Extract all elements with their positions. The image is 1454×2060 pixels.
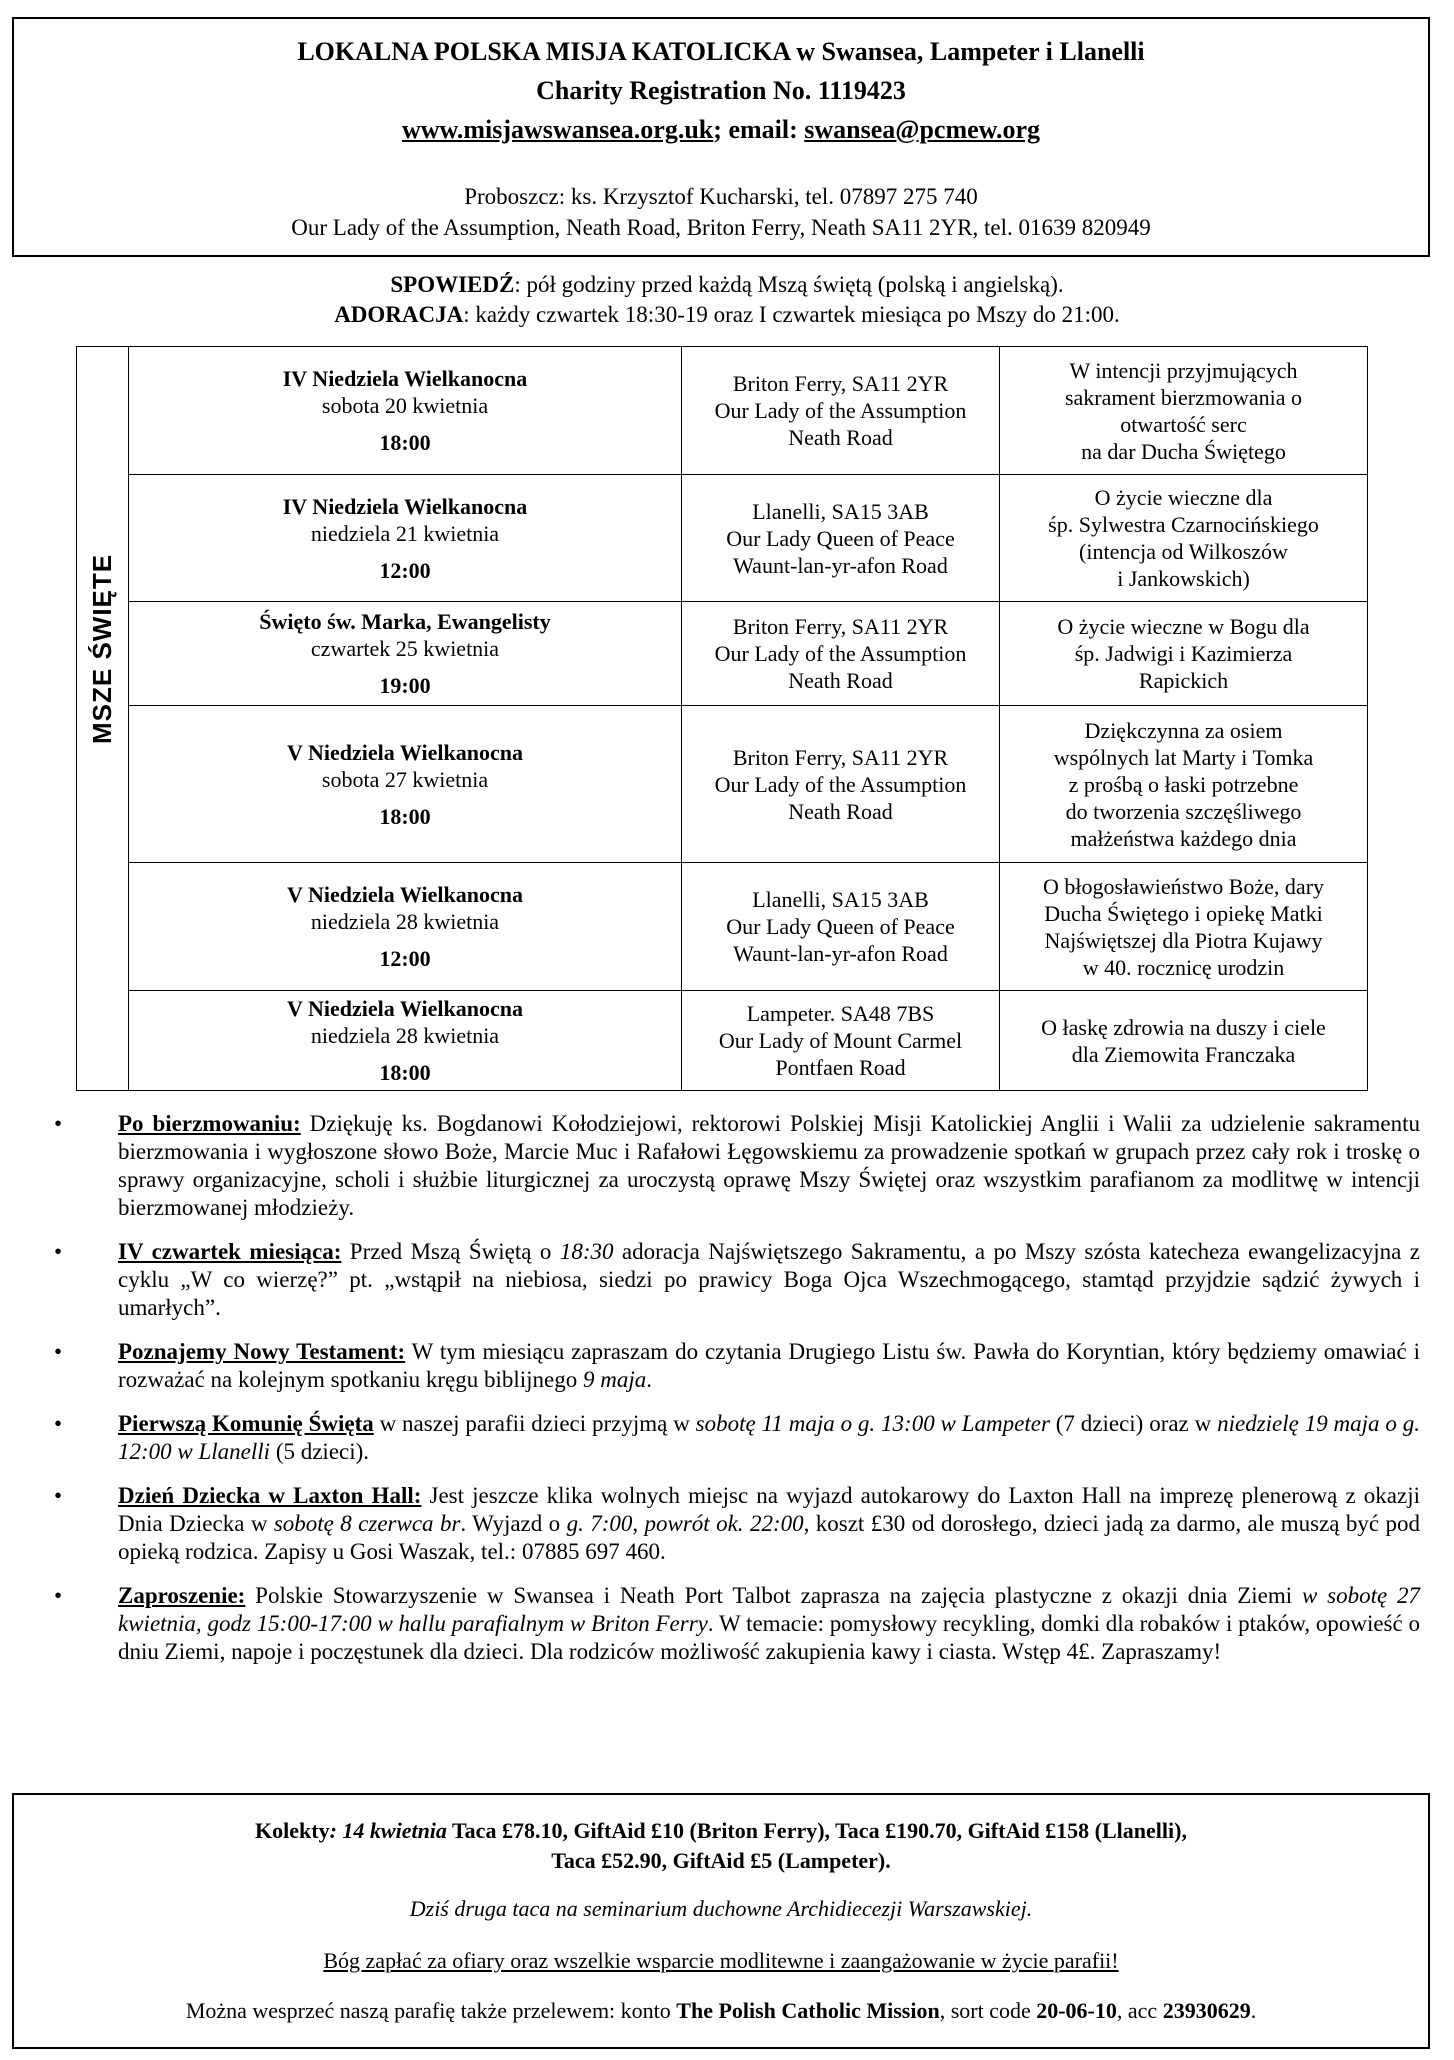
mass-row (77, 863, 1368, 991)
website-link[interactable]: www.misjawswansea.org.uk (401, 115, 714, 144)
announcement-first-communion: • Pierwszą Komunię Święta w naszej parafii dzieci przyjmą w sobotę 11 maja o g. 13:00 w Lampeter (7 dzieci) oraz w niedzielę 19 maja o g. 12:00 w Llanelli (5 dzieci). (54, 1411, 1421, 1464)
bullet-icon: • (54, 1583, 63, 1608)
mass-row (77, 991, 1368, 1091)
announcement-childrens-day: • Dzień Dziecka w Laxton Hall: Jest jeszcze klika wolnych miejsc na wyjazd autokarowy do Laxton Hall na imprezę plenerową z okazji Dnia Dziecka w sobotę 8 czerwca br. Wyjazd o g. 7:00, powrót ok. 22:00, koszt £30 od dorosłego, dzieci jadą za darmo, ale muszą być pod opieką rodzica. Zapisy u Gosi Waszak, tel.: 07885 697 460. (54, 1483, 1421, 1564)
mass-row (77, 347, 1368, 475)
email-link[interactable]: swansea@pcmew.org (804, 115, 1041, 144)
mass-when-cell: V Niedziela Wielkanocna sobota 27 kwietnia 18:00 (129, 706, 682, 863)
mass-location-cell: Lampeter. SA48 7BS Our Lady of Mount Carmel Pontfaen Road (682, 991, 1000, 1091)
announcement-invitation: • Zaproszenie: Polskie Stowarzyszenie w Swansea i Neath Port Talbot zaprasza na zajęcia plastyczne z okazji dnia Ziemi w sobotę 27 kwietnia, godz 15:00-17:00 w hallu parafialnym w Briton Ferry. W temacie: pomysłowy recykling, domki dla robaków i ptaków, opowieść o dniu Ziemi, napoje i poczęstunek dla dzieci. Dla rodziców możliwość zakupienia kawy i ciasta. Wstęp 4£. Zapraszamy! (54, 1583, 1421, 1664)
bullet-icon: • (54, 1239, 63, 1264)
mass-location-cell: Llanelli, SA15 3AB Our Lady Queen of Peace Waunt-lan-yr-afon Road (682, 863, 1000, 991)
mass-intention-cell: O błogosławieństwo Boże, dary Ducha Świętego i opiekę Matki Najświętszej dla Piotra Kujawy w 40. rocznicę urodzin (1000, 863, 1368, 991)
mass-row (77, 706, 1368, 863)
thanks-note: Bóg zapłać za ofiary oraz wszelkie wsparcie modlitewne i zaangażowanie w życie parafii! (323, 1948, 1119, 1973)
parish-address: Our Lady of the Assumption, Neath Road, Briton Ferry, Neath SA11 2YR, tel. 01639 820949 (291, 215, 1151, 240)
email-label: ; email: (713, 115, 805, 144)
priest-info: Proboszcz: ks. Krzysztof Kucharski, tel. 07897 275 740 (464, 184, 978, 209)
announcements-list (50, 1110, 1420, 1682)
bullet-icon: • (54, 1339, 63, 1364)
mass-when-cell: V Niedziela Wielkanocna niedziela 28 kwietnia 18:00 (129, 991, 682, 1091)
mass-location-cell: Briton Ferry, SA11 2YR Our Lady of the Assumption Neath Road (682, 602, 1000, 706)
adoration-line: ADORACJA: każdy czwartek 18:30-19 oraz I czwartek miesiąca po Mszy do 21:00. (334, 302, 1120, 327)
masses-side-label: MSZE ŚWIĘTE (77, 347, 129, 1091)
bullet-icon: • (54, 1483, 63, 1508)
mass-when-cell: V Niedziela Wielkanocna niedziela 28 kwietnia 12:00 (129, 863, 682, 991)
mass-when-cell: Święto św. Marka, Ewangelisty czwartek 25 kwietnia 19:00 (129, 602, 682, 706)
mass-schedule-table (76, 346, 1368, 1091)
collections-line-2: Taca £52.90, GiftAid £5 (Lampeter). (551, 1848, 891, 1873)
mass-intention-cell: O życie wieczne dla śp. Sylwestra Czarnocińskiego (intencja od Wilkoszów i Jankowskich) (1000, 475, 1368, 602)
confession-adoration-info (0, 270, 1454, 330)
contact-line (14, 115, 1428, 145)
mass-row (77, 602, 1368, 706)
header-box (12, 17, 1430, 257)
confession-line: SPOWIEDŹ: pół godziny przed każdą Mszą świętą (polską i angielską). (390, 272, 1064, 297)
bullet-icon: • (54, 1411, 63, 1436)
bullet-icon: • (54, 1111, 63, 1136)
announcement-confirmation: • Po bierzmowaniu: Dziękuję ks. Bogdanowi Kołodziejowi, rektorowi Polskiej Misji Katolickiej Anglii i Walii za udzielenie sakramentu bierzmowania i wygłoszone słowo Boże, Marcie Muc i Rafałowi Łęgowskiemu za prowadzenie spotkań w grupach przez cały rok i troskę o sprawy organizacyjne, scholi i służbie liturgicznej za uroczystą oprawę Mszy Świętej oraz wszystkim parafianom za modlitwę w intencji bierzmowanej młodzieży. (54, 1111, 1420, 1220)
announcement-new-testament: • Poznajemy Nowy Testament: W tym miesiącu zapraszam do czytania Drugiego Listu św. Pawła do Koryntian, który będziemy omawiać i rozważać na kolejnym spotkaniu kręgu biblijnego 9 maja. (54, 1339, 1420, 1392)
announcement-fourth-thursday: • IV czwartek miesiąca: Przed Mszą Świętą o 18:30 adoracja Najświętszego Sakramentu, a po Mszy szósta katecheza ewangelizacyjna z cyklu „W co wierzę?” pt. „wstąpił na niebiosa, siedzi po prawicy Boga Ojca Wszechmogącego, stamtąd przyjdzie sądzić żywych i umarłych”. (54, 1239, 1420, 1320)
mission-title: LOKALNA POLSKA MISJA KATOLICKA w Swansea, Lampeter i Llanelli (297, 37, 1145, 66)
charity-registration: Charity Registration No. 1119423 (536, 76, 906, 105)
bank-transfer-info: Można wesprzeć naszą parafię także przelewem: konto The Polish Catholic Mission, sort code 20-06-10, acc 23930629. (185, 1998, 1257, 2023)
collections-line-1: Kolekty: 14 kwietnia Taca £78.10, GiftAid £10 (Briton Ferry), Taca £190.70, GiftAid £158 (Llanelli), (255, 1818, 1187, 1843)
mass-location-cell: Llanelli, SA15 3AB Our Lady Queen of Peace Waunt-lan-yr-afon Road (682, 475, 1000, 602)
second-collection-note: Dziś druga taca na seminarium duchowne Archidiecezji Warszawskiej. (409, 1896, 1033, 1921)
mass-intention-cell: Dziękczynna za osiem wspólnych lat Marty i Tomka z prośbą o łaski potrzebne do tworzenia szczęśliwego małżeństwa każdego dnia (1000, 706, 1368, 863)
mass-location-cell: Briton Ferry, SA11 2YR Our Lady of the Assumption Neath Road (682, 347, 1000, 475)
mass-intention-cell: O łaskę zdrowia na duszy i ciele dla Ziemowita Franczaka (1000, 991, 1368, 1091)
mass-intention-cell: O życie wieczne w Bogu dla śp. Jadwigi i Kazimierza Rapickich (1000, 602, 1368, 706)
mass-row (77, 475, 1368, 602)
mass-location-cell: Briton Ferry, SA11 2YR Our Lady of the Assumption Neath Road (682, 706, 1000, 863)
footer-box (12, 1793, 1430, 2049)
mass-when-cell: IV Niedziela Wielkanocna niedziela 21 kwietnia 12:00 (129, 475, 682, 602)
mass-when-cell: IV Niedziela Wielkanocna sobota 20 kwietnia 18:00 (129, 347, 682, 475)
mass-intention-cell: W intencji przyjmujących sakrament bierzmowania o otwartość serc na dar Ducha Świętego (1000, 347, 1368, 475)
